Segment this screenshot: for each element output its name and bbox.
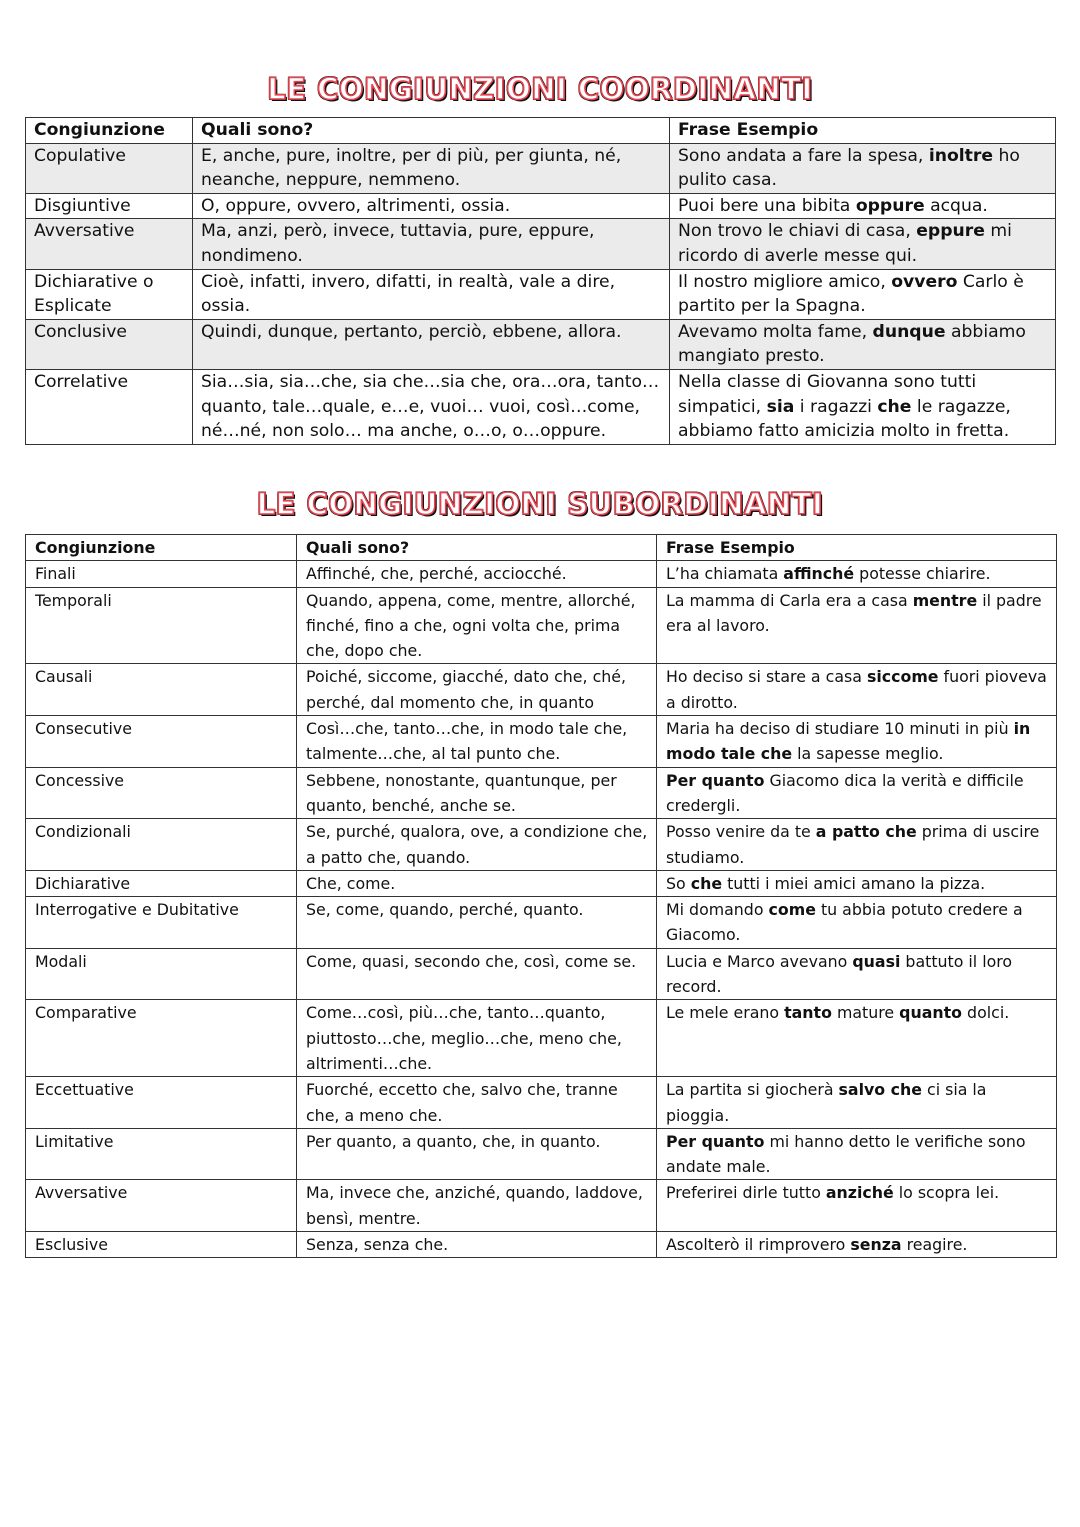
table-row [26,319,1056,369]
row-type: Esclusive [26,1232,297,1258]
row-type: Condizionali [26,819,297,871]
row-conjunctions: Come…così, più…che, tanto…quanto, piuttosto…che, meglio…che, meno che, altrimenti…che. [297,1000,657,1077]
row-conjunctions: Se, come, quando, perché, quanto. [297,897,657,949]
table-row [26,767,1057,819]
table-row [26,369,1056,444]
row-type: Temporali [26,587,297,664]
coordinanti-title: LE CONGIUNZIONI COORDINANTI [267,72,813,106]
row-type: Eccettuative [26,1077,297,1129]
table-row [26,948,1057,1000]
row-type: Causali [26,664,297,716]
example-keyword: Per quanto [666,770,765,790]
row-type: Avversative [26,1180,297,1232]
example-keyword: Per quanto [666,1131,765,1151]
row-example: La mamma di Carla era a casa mentre il padre era al lavoro. [657,587,1057,664]
subordinanti-title: LE CONGIUNZIONI SUBORDINANTI [256,487,824,521]
example-keyword: quasi [852,951,901,971]
table-row [26,870,1057,896]
row-conjunctions: Come, quasi, secondo che, così, come se. [297,948,657,1000]
table-row [26,1180,1057,1232]
table-row [26,897,1057,949]
row-conjunctions: O, oppure, ovvero, altrimenti, ossia. [193,193,670,219]
row-example: La partita si giocherà salvo che ci sia la pioggia. [657,1077,1057,1129]
table-row [26,219,1056,269]
example-keyword: senza [850,1235,902,1255]
row-conjunctions: Sebbene, nonostante, quantunque, per quanto, benché, anche se. [297,767,657,819]
row-type: Modali [26,948,297,1000]
row-example: Per quanto Giacomo dica la verità e difficile credergli. [657,767,1057,819]
row-type: Consecutive [26,716,297,768]
example-keyword: anziché [825,1183,894,1203]
row-conjunctions: Sia…sia, sia…che, sia che…sia che, ora…ora, tanto…quanto, tale…quale, e…e, vuoi… vuoi, così…come, né…né, non solo… ma anche, o…o, o…oppure. [193,369,670,444]
table-row [26,269,1056,319]
header-frase-esempio: Frase Esempio [657,535,1057,561]
row-example: Avevamo molta fame, dunque abbiamo mangiato presto. [670,319,1056,369]
row-conjunctions: Fuorché, eccetto che, salvo che, tranne che, a meno che. [297,1077,657,1129]
row-conjunctions: Poiché, siccome, giacché, dato che, ché, perché, dal momento che, in quanto [297,664,657,716]
example-keyword: oppure [855,195,925,216]
example-keyword: in modo tale che [666,719,1031,764]
table-header-row [26,535,1057,561]
row-example: Non trovo le chiavi di casa, eppure mi ricordo di averle messe qui. [670,219,1056,269]
row-example: So che tutti i miei amici amano la pizza. [657,870,1057,896]
row-example: Il nostro migliore amico, ovvero Carlo è partito per la Spagna. [670,269,1056,319]
example-keyword: a patto che [815,822,917,842]
header-quali-sono: Quali sono? [193,118,670,144]
row-example: L’ha chiamata affinché potesse chiarire. [657,561,1057,587]
row-example: Lucia e Marco avevano quasi battuto il loro record. [657,948,1057,1000]
example-keyword: inoltre [928,145,994,166]
table-row [26,143,1056,193]
table-row [26,716,1057,768]
row-conjunctions: E, anche, pure, inoltre, per di più, per giunta, né, neanche, neppure, nemmeno. [193,143,670,193]
row-example: Mi domando come tu abbia potuto credere a Giacomo. [657,897,1057,949]
subordinanti-table [25,534,1057,1258]
row-conjunctions: Ma, invece che, anziché, quando, laddove, bensì, mentre. [297,1180,657,1232]
row-example: Ascolterò il rimprovero senza reagire. [657,1232,1057,1258]
table-row [26,1128,1057,1180]
example-keyword: dunque [872,321,946,342]
row-conjunctions: Ma, anzi, però, invece, tuttavia, pure, eppure, nondimeno. [193,219,670,269]
example-keyword: che [877,396,912,417]
row-conjunctions: Affinché, che, perché, acciocché. [297,561,657,587]
header-frase-esempio: Frase Esempio [670,118,1056,144]
table-row [26,193,1056,219]
row-type: Conclusive [26,319,193,369]
example-keyword: salvo che [838,1080,922,1100]
header-congiunzione: Congiunzione [26,535,297,561]
row-example: Le mele erano tanto mature quanto dolci. [657,1000,1057,1077]
row-example: Puoi bere una bibita oppure acqua. [670,193,1056,219]
row-conjunctions: Così…che, tanto…che, in modo tale che, talmente…che, al tal punto che. [297,716,657,768]
example-keyword: tanto [784,1003,832,1023]
row-type: Avversative [26,219,193,269]
row-type: Concessive [26,767,297,819]
row-example: Ho deciso si stare a casa siccome fuori pioveva a dirotto. [657,664,1057,716]
row-conjunctions: Quando, appena, come, mentre, allorché, finché, fino a che, ogni volta che, prima che, dopo che. [297,587,657,664]
row-type: Comparative [26,1000,297,1077]
example-keyword: eppure [916,221,985,242]
row-example: Nella classe di Giovanna sono tutti simpatici, sia i ragazzi che le ragazze, abbiamo fatto amicizia molto in fretta. [670,369,1056,444]
header-congiunzione: Congiunzione [26,118,193,144]
table-row [26,1077,1057,1129]
row-conjunctions: Se, purché, qualora, ove, a condizione che, a patto che, quando. [297,819,657,871]
table-row [26,1232,1057,1258]
example-keyword: mentre [912,590,978,610]
row-type: Dichiarative o Esplicate [26,269,193,319]
example-keyword: come [768,900,816,920]
example-keyword: sia [766,396,795,417]
row-type: Dichiarative [26,870,297,896]
example-keyword: siccome [866,667,939,687]
coordinanti-table [25,117,1056,445]
row-conjunctions: Cioè, infatti, invero, difatti, in realtà, vale a dire, ossia. [193,269,670,319]
table-row [26,664,1057,716]
example-keyword: ovvero [891,271,958,292]
row-conjunctions: Che, come. [297,870,657,896]
row-type: Interrogative e Dubitative [26,897,297,949]
row-conjunctions: Senza, senza che. [297,1232,657,1258]
header-quali-sono: Quali sono? [297,535,657,561]
example-keyword: affinché [783,564,855,584]
row-example: Per quanto mi hanno detto le verifiche sono andate male. [657,1128,1057,1180]
row-type: Correlative [26,369,193,444]
row-type: Copulative [26,143,193,193]
row-example: Maria ha deciso di studiare 10 minuti in più in modo tale che la sapesse meglio. [657,716,1057,768]
row-type: Disgiuntive [26,193,193,219]
row-example: Posso venire da te a patto che prima di uscire studiamo. [657,819,1057,871]
table-row [26,819,1057,871]
row-example: Preferirei dirle tutto anziché lo scopra lei. [657,1180,1057,1232]
row-example: Sono andata a fare la spesa, inoltre ho pulito casa. [670,143,1056,193]
table-header-row [26,118,1056,144]
row-type: Limitative [26,1128,297,1180]
row-type: Finali [26,561,297,587]
example-keyword: che [690,873,723,893]
table-row [26,561,1057,587]
row-conjunctions: Quindi, dunque, pertanto, perciò, ebbene, allora. [193,319,670,369]
table-row [26,1000,1057,1077]
table-row [26,587,1057,664]
row-conjunctions: Per quanto, a quanto, che, in quanto. [297,1128,657,1180]
example-keyword: quanto [899,1003,963,1023]
